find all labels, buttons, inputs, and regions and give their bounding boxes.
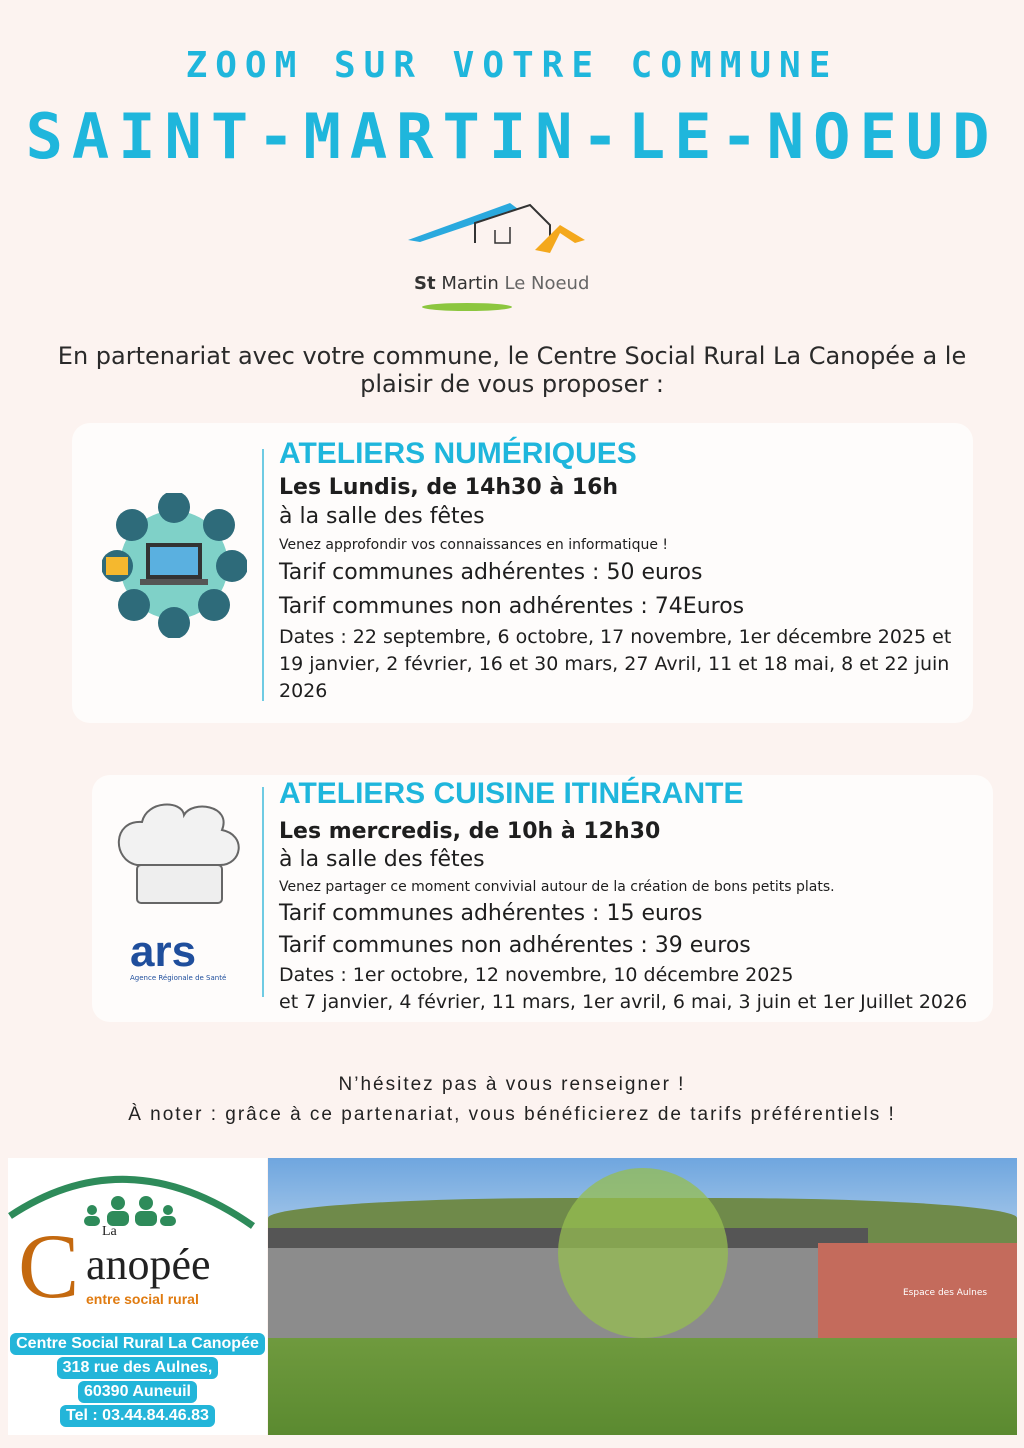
ars-logo: ars Agence Régionale de Santé [130,927,227,982]
workshop-description: Venez approfondir vos connaissances en informatique ! [279,537,669,553]
price-members: Tarif communes adhérentes : 50 euros [279,560,703,585]
price-non-members: Tarif communes non adhérentes : 74Euros [279,594,745,619]
building-sign: Espace des Aulnes [903,1288,988,1298]
workshop-card-numerique [72,423,973,723]
workshop-dates: Dates : 1er octobre, 12 novembre, 10 décembre 2025 [279,964,794,986]
commune-title: SAINT-MARTIN-LE-NOEUD [25,100,999,173]
canopee-panel [8,1158,267,1435]
workshop-place: à la salle des fêtes [279,504,485,529]
building-photo [268,1158,1017,1435]
address-phone[interactable]: Tel : 03.44.84.46.83 [60,1405,215,1427]
workshop-dates-2: et 7 janvier, 4 février, 11 mars, 1er avril, 6 mai, 3 juin et 1er Juillet 2026 [279,991,968,1013]
logo-anopee: anopée [86,1240,211,1289]
logo-st: St [414,273,436,294]
logo-c: C [18,1215,80,1317]
intro-text: En partenariat avec votre commune, le Centre Social Rural La Canopée a le plaisir de vous proposer : [57,342,967,398]
workshop-title: ATELIERS CUISINE ITINÉRANTE [279,777,744,810]
workshop-content [279,777,979,1016]
logo-rest: Le Noeud [504,273,590,294]
chef-hat-icon [112,800,247,910]
address-city: 60390 Auneuil [78,1381,197,1403]
workshop-schedule: Les Lundis, de 14h30 à 16h [279,475,619,500]
address-block [8,1332,267,1428]
workshop-card-cuisine [92,775,993,1022]
workshop-content [279,437,969,705]
workshop-title: ATELIERS NUMÉRIQUES [279,437,637,470]
logo-sub: entre social rural [86,1291,199,1307]
address-street: 318 rue des Aulnes, [57,1357,219,1379]
kicker-title: ZOOM SUR VOTRE COMMUNE [185,45,839,86]
house-roof-icon [400,195,600,275]
logo-la: La [102,1224,117,1239]
computer-network-icon [102,493,247,638]
price-non-members: Tarif communes non adhérentes : 39 euros [279,933,751,958]
logo-martin: Martin [441,273,499,294]
workshop-dates: Dates : 22 septembre, 6 octobre, 17 novembre, 1er décembre 2025 et 19 janvier, 2 février, 16 et 30 mars, 27 Avril, 11 et 18 mai, 8 et 22 juin 2026 [279,626,952,702]
address-name: Centre Social Rural La Canopée [10,1333,265,1355]
commune-logo [400,195,600,320]
footer-line-2: À noter : grâce à ce partenariat, vous bénéficierez de tarifs préférentiels ! [128,1104,896,1125]
footer-line-1: N’hésitez pas à vous renseigner ! [338,1074,686,1095]
price-members: Tarif communes adhérentes : 15 euros [279,901,703,926]
workshop-schedule: Les mercredis, de 10h à 12h30 [279,819,661,844]
workshop-place: à la salle des fêtes [279,847,485,872]
workshop-description: Venez partager ce moment convivial autour de la création de bons petits plats. [279,879,835,895]
